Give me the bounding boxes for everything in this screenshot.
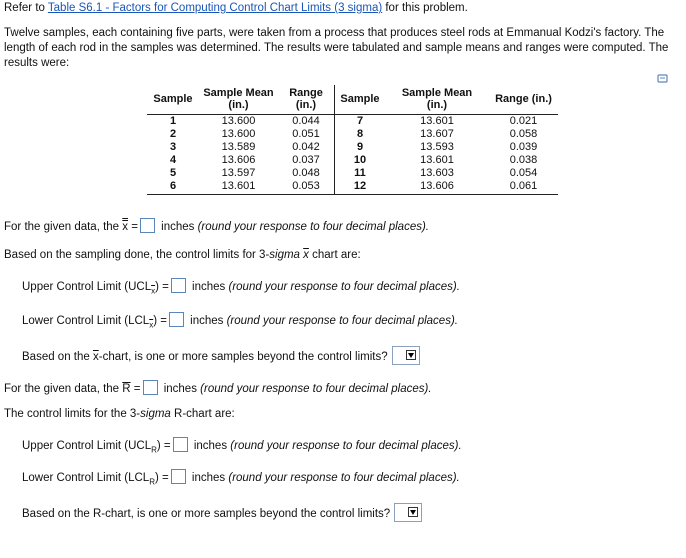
table-row: 5 13.597 0.048 11 13.603 0.054 — [169, 167, 538, 179]
beyond-x-question: Based on the $\overline{x}$-chart, is one or more samples beyond the control limits? — [22, 346, 420, 365]
copy-icon[interactable] — [657, 74, 669, 84]
x-double-bar-symbol: x — [122, 221, 129, 233]
rbar-input[interactable] — [143, 380, 158, 395]
table-header-row — [147, 85, 558, 115]
table-row: 1 13.600 0.044 7 13.601 0.021 — [169, 115, 538, 127]
data-table — [147, 85, 558, 195]
header-mean-left: Sample Mean (in.) — [199, 85, 278, 115]
xbarbar-input[interactable] — [140, 218, 155, 233]
header-mean-right: Sample Mean (in.) — [385, 85, 489, 115]
header-range-right: Range (in.) — [489, 85, 558, 115]
dropdown-arrow-icon — [406, 350, 416, 360]
ucl-r-input[interactable] — [173, 437, 188, 452]
beyond-r-dropdown[interactable] — [394, 503, 422, 522]
xbarbar-question: For the given data, the x = inches (round your response to four decimal places). — [4, 218, 429, 233]
xchart-intro: Based on the sampling done, the control limits for 3-sigma $\overline{x}$ chart are: — [4, 249, 361, 261]
table-row: 2 13.600 0.051 8 13.607 0.058 — [169, 128, 538, 140]
beyond-r-question: Based on the R-chart, is one or more samples beyond the control limits? — [22, 503, 422, 522]
lcl-r-input[interactable] — [171, 469, 186, 484]
intro-prefix: Refer to — [4, 2, 48, 14]
lcl-x-input[interactable] — [169, 312, 184, 327]
header-sample-left: Sample — [147, 85, 199, 115]
header-sample-right: Sample — [335, 85, 386, 115]
table-s6-1-link[interactable]: Table S6.1 - Factors for Computing Control Chart Limits (3 sigma) — [47, 2, 383, 14]
header-range-left: Range (in.) — [278, 85, 335, 115]
table-row: 4 13.606 0.037 10 13.601 0.038 — [169, 154, 538, 166]
beyond-x-dropdown[interactable] — [392, 346, 420, 365]
lcl-r-question: Lower Control Limit $(LCL_R)$ = inches (round your response to four decimal places). — [22, 469, 460, 486]
problem-text: Twelve samples, each containing five parts, were taken from a process that produces steel rods at Emmanual Kodzi's factory. The length of each rod in the samples was determined. The results were tabulated and sample means and ranges were computed. The results were: — [4, 27, 669, 69]
ucl-x-input[interactable] — [171, 278, 186, 293]
dropdown-arrow-icon — [408, 507, 418, 517]
rchart-intro: The control limits for the 3-sigma R-chart are: — [4, 408, 235, 420]
intro-suffix: for this problem. — [382, 2, 468, 14]
table-row: 6 13.601 0.053 12 13.606 0.061 — [147, 180, 558, 195]
lcl-x-question: Lower Control Limit $(LCL_{\overline{x}})$ = inches (round your response to four decimal places). — [22, 312, 458, 329]
r-bar-symbol: $\overline{R}$ — [122, 383, 131, 395]
ucl-r-question: Upper Control Limit $(UCL_R)$ = inches (round your response to four decimal places). — [22, 437, 462, 454]
ucl-x-question: Upper Control Limit $(UCL_{\overline{x}})$ = inches (round your response to four decimal places). — [22, 278, 460, 295]
intro-line — [4, 2, 468, 14]
rbar-question: For the given data, the $\overline{R}$ = inches (round your response to four decimal places). — [4, 380, 432, 395]
table-row: 3 13.589 0.042 9 13.593 0.039 — [169, 141, 538, 153]
